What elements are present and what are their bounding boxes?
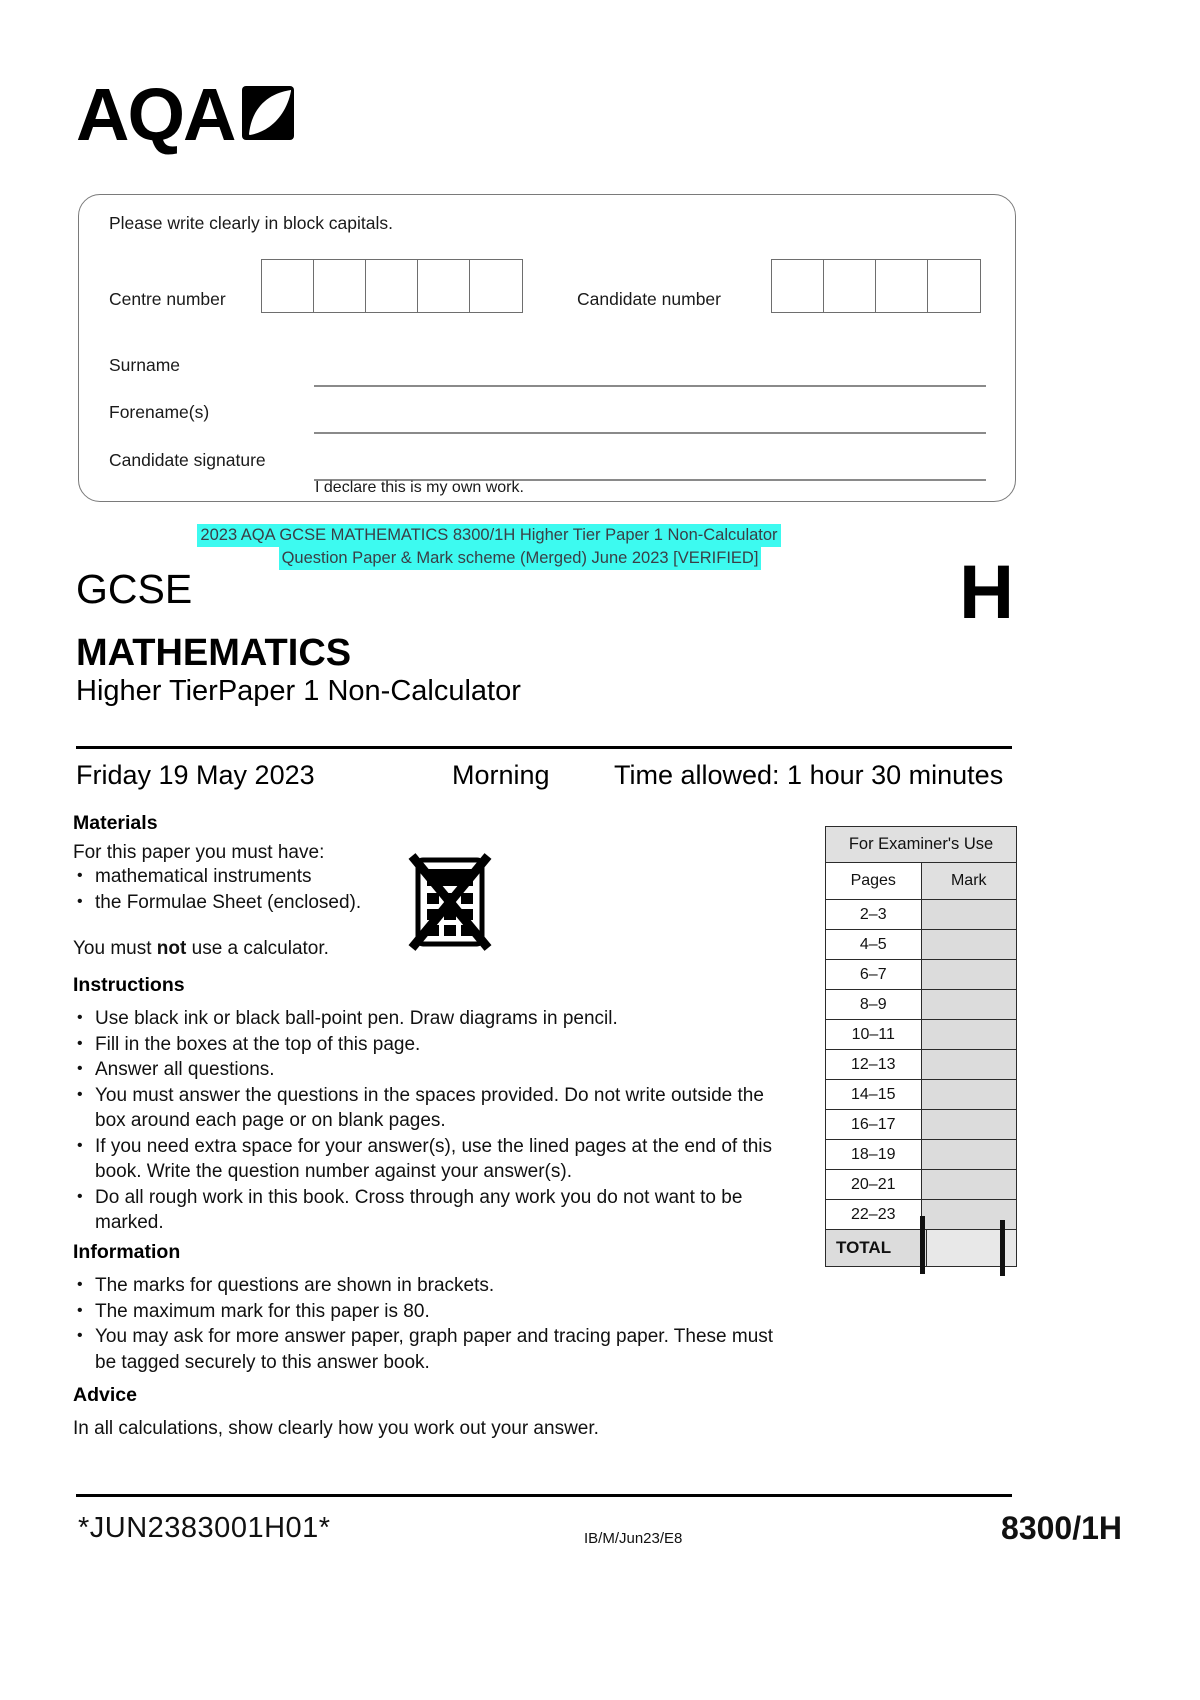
paper-subtitle: Higher TierPaper 1 Non-Calculator: [76, 675, 521, 707]
candidate-number-cell[interactable]: [928, 260, 980, 312]
table-row: [826, 1080, 1016, 1110]
pages-range: 8–9: [826, 990, 922, 1019]
subject-title: MATHEMATICS: [76, 632, 352, 674]
mark-cell[interactable]: [922, 1170, 1017, 1199]
instructions-list: [73, 1006, 793, 1236]
aqa-logo: [76, 73, 296, 156]
list-item: • Use black ink or black ball-point pen. Draw diagrams in pencil.: [73, 1006, 793, 1032]
table-row: [826, 1050, 1016, 1080]
leaf-icon: [240, 84, 296, 147]
pages-range: 22–23: [826, 1200, 922, 1229]
list-item: • mathematical instruments: [73, 864, 361, 890]
no-calculator-icon: [404, 852, 496, 957]
list-item: • the Formulae Sheet (enclosed).: [73, 890, 361, 916]
list-item: • If you need extra space for your answer(s), use the lined pages at the end of this book. Write the question number against your answer(s).: [73, 1134, 793, 1185]
advice-heading: Advice: [73, 1384, 137, 1406]
ib-reference-code: IB/M/Jun23/E8: [584, 1530, 683, 1547]
table-row: [826, 930, 1016, 960]
candidate-number-cell[interactable]: [876, 260, 928, 312]
mark-cell[interactable]: [922, 1050, 1017, 1079]
table-row: [826, 1020, 1016, 1050]
mark-cell[interactable]: [922, 930, 1017, 959]
centre-number-cell[interactable]: [418, 260, 470, 312]
list-item: • You may ask for more answer paper, graph paper and tracing paper. These must be tagged securely to this answer book.: [73, 1324, 793, 1375]
centre-number-cell[interactable]: [314, 260, 366, 312]
candidate-number-cell[interactable]: [824, 260, 876, 312]
block-capitals-note: Please write clearly in block capitals.: [109, 213, 394, 233]
centre-number-cell[interactable]: [470, 260, 522, 312]
list-item: • Do all rough work in this book. Cross through any work you do not want to be marked.: [73, 1185, 793, 1236]
pages-range: 6–7: [826, 960, 922, 989]
pages-range: 10–11: [826, 1020, 922, 1049]
materials-list: [73, 864, 361, 915]
mark-cell[interactable]: [922, 900, 1017, 929]
column-header-mark: Mark: [922, 863, 1017, 899]
aqa-logo-text: AQA: [76, 73, 235, 156]
mark-cell[interactable]: [922, 1140, 1017, 1169]
pages-range: 20–21: [826, 1170, 922, 1199]
examiner-table-title: For Examiner's Use: [826, 827, 1016, 863]
information-list: [73, 1273, 793, 1375]
scan-registration-mark: [920, 1216, 925, 1274]
candidate-number-label: Candidate number: [577, 289, 721, 309]
surname-label: Surname: [109, 355, 181, 375]
pages-range: 2–3: [826, 900, 922, 929]
information-heading: Information: [73, 1241, 181, 1263]
list-item: • Fill in the boxes at the top of this page.: [73, 1032, 793, 1058]
mark-cell[interactable]: [922, 960, 1017, 989]
candidate-signature-label: Candidate signature: [109, 450, 266, 470]
declaration-text: I declare this is my own work.: [315, 479, 524, 496]
table-row: [826, 960, 1016, 990]
centre-number-cell[interactable]: [366, 260, 418, 312]
surname-input-line[interactable]: [314, 385, 986, 387]
calculator-note: [73, 936, 329, 961]
pages-range: 14–15: [826, 1080, 922, 1109]
total-label: TOTAL: [826, 1230, 927, 1266]
exam-session: Morning: [452, 760, 550, 790]
paper-code: 8300/1H: [1001, 1510, 1122, 1546]
mark-cell[interactable]: [922, 1110, 1017, 1139]
list-item: • The maximum mark for this paper is 80.: [73, 1299, 793, 1325]
mark-cell[interactable]: [922, 990, 1017, 1019]
tier-letter: H: [959, 550, 1014, 635]
mark-cell[interactable]: [922, 1020, 1017, 1049]
materials-intro: For this paper you must have:: [73, 842, 325, 863]
column-header-pages: Pages: [826, 863, 922, 899]
merged-document-banner: [78, 524, 1018, 570]
qualification-title: GCSE: [76, 566, 193, 612]
materials-heading: Materials: [73, 812, 158, 834]
table-row: [826, 1170, 1016, 1200]
list-item: • You must answer the questions in the spaces provided. Do not write outside the box around each page or on blank pages.: [73, 1083, 793, 1134]
banner-line-1: 2023 AQA GCSE MATHEMATICS 8300/1H Higher Tier Paper 1 Non-Calculator: [197, 524, 780, 547]
centre-number-input[interactable]: [261, 259, 523, 313]
forenames-label: Forename(s): [109, 402, 210, 422]
calculator-note-pre: You must: [73, 938, 157, 959]
table-row: [826, 900, 1016, 930]
divider-bottom: [76, 1494, 1012, 1497]
calculator-note-bold: not: [156, 938, 187, 959]
exam-date: Friday 19 May 2023: [76, 760, 315, 790]
banner-line-2: Question Paper & Mark scheme (Merged) June 2023 [VERIFIED]: [279, 547, 762, 570]
barcode-text: *JUN2383001H01*: [78, 1512, 331, 1544]
divider-top: [76, 746, 1012, 749]
centre-number-cell[interactable]: [262, 260, 314, 312]
pages-range: 18–19: [826, 1140, 922, 1169]
forenames-input-line[interactable]: [314, 432, 986, 434]
pages-range: 16–17: [826, 1110, 922, 1139]
centre-number-label: Centre number: [109, 289, 226, 309]
list-item: • The marks for questions are shown in brackets.: [73, 1273, 793, 1299]
table-row: [826, 990, 1016, 1020]
examiner-use-table: [825, 826, 1017, 1267]
exam-time-allowed: Time allowed: 1 hour 30 minutes: [614, 760, 1004, 790]
calculator-note-post: use a calculator.: [186, 938, 329, 959]
scan-registration-mark: [1000, 1220, 1005, 1276]
table-row: [826, 1140, 1016, 1170]
advice-text: In all calculations, show clearly how you work out your answer.: [73, 1418, 599, 1439]
candidate-details-box: [78, 194, 1016, 502]
candidate-number-input[interactable]: [771, 259, 981, 313]
candidate-number-cell[interactable]: [772, 260, 824, 312]
list-item: • Answer all questions.: [73, 1057, 793, 1083]
table-row: [826, 1110, 1016, 1140]
examiner-table-header: [826, 863, 1016, 900]
instructions-heading: Instructions: [73, 974, 185, 996]
mark-cell[interactable]: [922, 1080, 1017, 1109]
pages-range: 12–13: [826, 1050, 922, 1079]
pages-range: 4–5: [826, 930, 922, 959]
